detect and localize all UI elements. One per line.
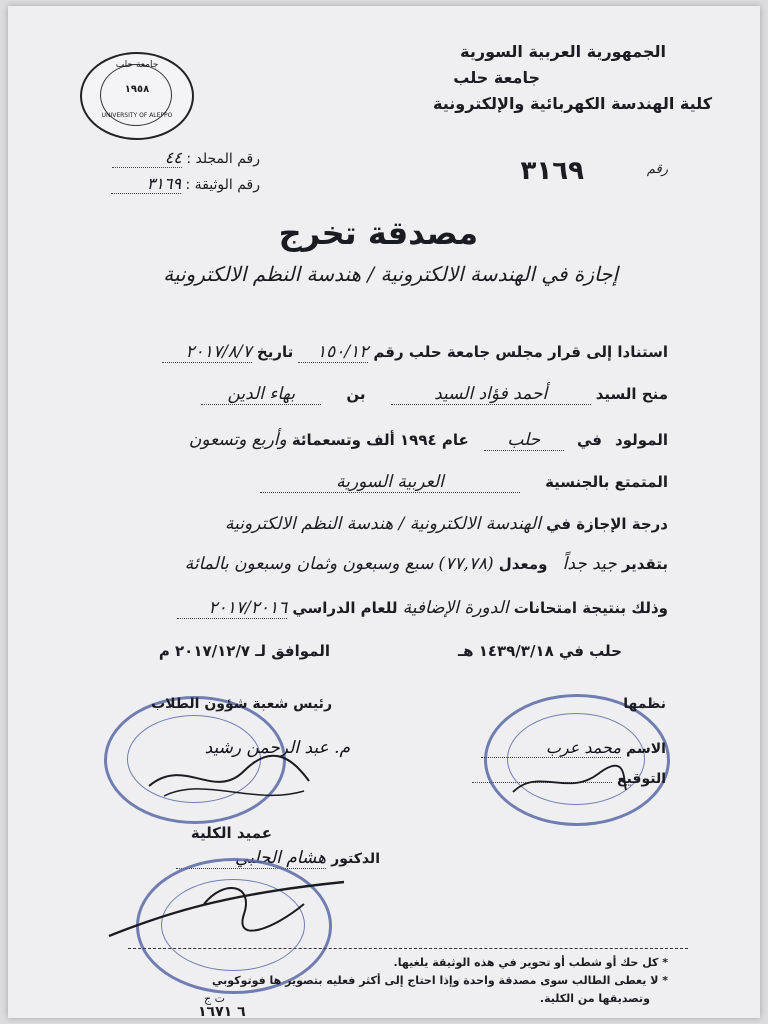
decision-row [162,342,668,363]
exams-label: وذلك بنتيجة امتحانات [513,599,668,617]
corresponding-date: الموافق لـ ٢٠١٧/١٢/٧ م [158,642,330,660]
certificate-subtitle: إجازة في الهندسة الالكترونية / هندسة النظم الالكترونية [163,262,618,286]
seal-top-text: جامعة حلب [115,60,159,70]
nationality-value: العربية السورية [260,472,520,493]
nationality-row [260,472,668,493]
birth-row [189,430,668,451]
serial-number: ٣١٦٩ [520,156,584,186]
footnote-3: وتصديقها من الكلية. [539,992,650,1005]
seal-bottom-text: UNIVERSITY OF ALEPPO [101,112,173,119]
archive-code-top: ت ج [204,992,225,1005]
doc-value: ٣١٦٩ [111,174,181,194]
son-of-label: بن [346,385,366,403]
grade-row [185,554,668,574]
footer-divider [128,948,688,949]
in-label: في [576,431,602,449]
header-faculty: كلية الهندسة الكهربائية والإلكترونية [433,94,712,113]
decision-label: استنادا إلى قرار مجلس جامعة حلب رقم [373,343,668,361]
grant-row [201,384,668,405]
volume-row [112,148,260,168]
prepared-by-stamp [484,694,670,826]
birth-year-label: عام ١٩٩٤ ألف وتسعمائة [291,431,469,449]
volume-value: ٤٤ [112,148,182,168]
average-value: (٧٧,٧٨) [438,554,494,574]
birthplace: حلب [484,430,564,451]
seal-year: ١٩٥٨ [124,84,150,95]
prepared-by-name-row [481,738,666,758]
certificate-title: مصدقة تخرج [278,214,478,252]
degree-value: الهندسة الالكترونية / هندسة النظم الالكترونية [225,514,541,534]
exam-session: الدورة الإضافية [402,598,509,618]
nationality-label: المتمتع بالجنسية [545,473,668,491]
header-country: الجمهورية العربية السورية [460,42,666,61]
degree-row [225,514,668,534]
birth-year-words: وأربع وتسعون [188,430,287,450]
study-year-label: للعام الدراسي [292,599,398,617]
volume-label: رقم المجلد : [186,151,260,167]
doc-row [111,174,260,194]
dean-signature-scribble [104,874,354,944]
exams-row [177,598,668,619]
header-university: جامعة حلب [453,68,540,87]
serial-label: رقم [646,162,668,177]
dean-title: عميد الكلية [190,824,272,842]
university-seal [80,52,194,140]
born-label: المولود [615,431,668,449]
average-words: سبع وسبعون وثمان وسبعون بالمائة [184,554,434,574]
father-name: بهاء الدين [201,384,321,405]
graduate-name: أحمد فؤاد السيد [391,384,591,405]
certificate-sheet [8,6,760,1018]
footnote-2: * لا يعطى الطالب سوى مصدقة واحدة وإذا احتاج إلى أكثر فعليه بتصوير ها فوتوكوبي [212,974,668,987]
grade-value: جيد جداً [562,554,617,574]
left-signatory-name: م. عبد الرحمن رشيد [204,738,350,758]
grant-label: منح السيد [595,385,668,403]
prepared-by-name: محمد عرب [481,738,621,758]
left-signature-scribble [144,746,314,806]
prepared-by-title: نظمها [623,696,666,712]
prepared-by-name-label: الاسم [626,741,666,757]
doc-label: رقم الوثيقة : [185,177,260,193]
grade-label: بتقدير [621,555,668,573]
dean-name: هشام الحلبي [176,848,326,869]
footnote-1: * كل حك أو شطب أو تحوير في هذه الوثيقة يلغيها. [393,956,668,969]
decision-number: ١٥٠/١٢ [298,342,368,363]
prepared-by-sign-label: التوقيع [617,771,666,787]
study-year: ٢٠١٧/٢٠١٦ [177,598,287,619]
dean-label: الدكتور [331,851,380,867]
archive-code-bottom: ٦ ١٦٧١ [198,1004,246,1020]
left-signatory-title: رئيس شعبة شؤون الطلاب [151,696,332,712]
right-signature-scribble [508,762,628,802]
place-date: حلب في ١٤٣٩/٣/١٨ هـ [457,642,622,660]
average-label: ومعدل [498,555,548,573]
decision-date: ٢٠١٧/٨/٧ [162,342,252,363]
decision-date-label: تاريخ [256,343,294,361]
degree-label: درجة الإجازة في [546,515,668,533]
